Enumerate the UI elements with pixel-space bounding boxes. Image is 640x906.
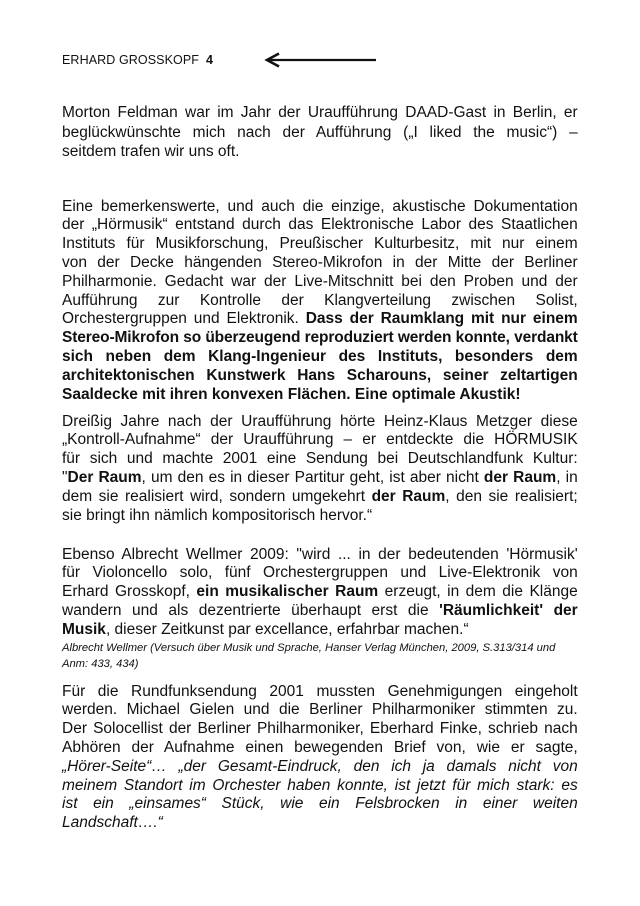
text-line	[62, 216, 578, 235]
text-line	[62, 198, 578, 217]
text-segment: Philharmonie. Gedacht war der Live-Mitschnitt bei den Proben und der	[62, 272, 578, 290]
bold-text-segment: sich neben dem Klang-Ingenieur des Instituts, besonders dem	[62, 347, 578, 365]
text-segment: Orchestergruppen und Elektronik.	[62, 310, 306, 328]
paragraph-metzger	[62, 413, 578, 526]
text-segment: , den sie realisiert;	[445, 487, 578, 505]
text-segment: seitdem trafen wir uns oft.	[62, 143, 240, 161]
text-line	[62, 348, 578, 367]
text-line	[62, 367, 578, 386]
bold-text-segment: der Raum	[371, 487, 446, 505]
text-line	[62, 739, 578, 758]
text-line	[62, 386, 578, 405]
text-segment: Morton Feldman war im Jahr der Uraufführung DAAD-Gast in Berlin, er	[62, 104, 578, 121]
citation-text: Albrecht Wellmer (Versuch über Musik und Sprache, Hanser Verlag München, 2009, S.313/314 und	[62, 642, 556, 654]
text-line	[62, 758, 578, 777]
text-segment: werden. Michael Gielen und die Berliner Philharmoniker stimmten zu.	[62, 701, 578, 719]
text-segment: , in	[556, 468, 578, 486]
text-line	[62, 292, 578, 311]
text-segment: Abhören der Aufnahme einen bewegenden Brief von, wie er sagte,	[62, 738, 578, 756]
citation-line	[62, 640, 578, 656]
text-line	[62, 814, 578, 833]
italic-text-segment: meinem Standort im Orchester haben konnte, ist jetzt für mich stark: es	[62, 776, 578, 794]
paragraph-wellmer	[62, 546, 578, 640]
text-line	[62, 701, 578, 720]
bold-text-segment: Dass der Raumklang mit nur einem	[305, 310, 578, 328]
text-line	[62, 273, 578, 292]
text-line	[62, 235, 578, 254]
text-segment: "	[62, 468, 68, 486]
text-segment: wandern und als dezentrierte überhaupt erst die	[62, 601, 440, 619]
text-line	[62, 450, 578, 469]
text-line	[62, 142, 578, 162]
text-segment: „Kontroll-Aufnahme“ der Uraufführung – er entdeckte die HÖRMUSIK	[62, 431, 578, 449]
text-line	[62, 310, 578, 329]
paragraph-documentation	[62, 198, 578, 405]
bold-text-segment: ein musikalischer Raum	[196, 583, 379, 601]
bold-text-segment: Stereo-Mikrofon so überzeugend reproduziert werden konnte, verdankt	[62, 329, 578, 347]
text-segment: für Violoncello solo, fünf Orchestergruppen und Live-Elektronik von	[62, 564, 578, 582]
text-line	[62, 103, 578, 123]
page-number: 4	[206, 53, 214, 67]
bold-text-segment: Saaldecke mit ihren konvexen Flächen. Eine optimale Akustik!	[62, 385, 521, 403]
italic-text-segment: „Hörer-Seite“… „der Gesamt-Eindruck, den ich ja damals nicht von	[62, 757, 578, 775]
text-segment: Instituts für Musikforschung, Preußischer Kulturbesitz, mit nur einem	[62, 235, 578, 253]
text-segment: erzeugt, in dem die Klänge	[378, 583, 578, 601]
text-line	[62, 720, 578, 739]
text-segment: sie bringt ihn nämlich kompositorisch hervor.“	[62, 506, 373, 524]
bold-text-segment: 'Räumlichkeit' der	[439, 601, 578, 619]
bold-text-segment: der Raum	[483, 468, 557, 486]
text-segment: dem sie realisiert wird, sondern umgekehrt	[62, 487, 372, 505]
text-line	[62, 583, 578, 602]
text-line	[62, 329, 578, 348]
text-line	[62, 621, 578, 640]
text-segment: Dreißig Jahre nach der Uraufführung hörte Heinz-Klaus Metzger diese	[62, 412, 578, 430]
paragraph-feldman	[62, 103, 578, 162]
text-line	[62, 123, 578, 143]
text-line	[62, 564, 578, 583]
text-segment: der „Hörmusik“ entstand durch das Elektronische Labor des Staatlichen	[62, 216, 578, 234]
text-segment: , um den es in dieser Partitur geht, ist aber nicht	[141, 468, 484, 486]
bold-text-segment: Musik	[62, 620, 106, 638]
text-line	[62, 602, 578, 621]
text-line	[62, 777, 578, 796]
text-segment: für sich und machte 2001 eine Sendung bei Deutschlandfunk Kultur:	[62, 450, 578, 468]
text-segment: von der Decke hängenden Stereo-Mikrofon in der Mitte der Berliner	[62, 253, 578, 271]
citation-text: Anm: 433, 434)	[62, 658, 139, 670]
bold-text-segment: Der Raum	[67, 468, 142, 486]
text-line	[62, 683, 578, 702]
italic-text-segment: ist ein „einsames“ Stück, wie ein Felsbrocken in einer weiten	[62, 795, 578, 813]
citation	[62, 640, 578, 672]
text-line	[62, 431, 578, 450]
text-segment: Für die Rundfunksendung 2001 mussten Genehmigungen eingeholt	[62, 682, 578, 700]
text-segment: , dieser Zeitkunst par excellance, erfahrbar machen.“	[105, 620, 469, 638]
text-line	[62, 254, 578, 273]
paragraph-broadcast	[62, 683, 578, 833]
text-segment: Erhard Grosskopf,	[62, 583, 197, 601]
text-line	[62, 546, 578, 565]
text-segment: Aufführung zur Kontrolle der Klangverteilung zwischen Solist,	[62, 291, 578, 309]
author-name: ERHARD GROSSKOPF	[62, 53, 200, 67]
left-arrow-icon	[262, 50, 378, 70]
text-line	[62, 469, 578, 488]
text-segment: beglückwünschte mich nach der Aufführung („I liked the music“) –	[62, 123, 578, 141]
text-segment: Der Solocellist der Berliner Philharmoniker, Eberhard Finke, schrieb nach	[62, 720, 578, 738]
text-line	[62, 507, 578, 526]
bold-text-segment: architektonischen Kunstwerk Hans Scharouns, seiner zeltartigen	[62, 366, 578, 384]
text-line	[62, 413, 578, 432]
text-segment: Ebenso Albrecht Wellmer 2009: "wird ... in der bedeutenden 'Hörmusik'	[62, 545, 578, 563]
text-segment: Eine bemerkenswerte, und auch die einzige, akustische Dokumentation	[62, 197, 578, 215]
text-line	[62, 488, 578, 507]
italic-text-segment: Landschaft….“	[62, 814, 163, 832]
running-header	[62, 52, 213, 68]
citation-line	[62, 656, 578, 672]
text-line	[62, 795, 578, 814]
